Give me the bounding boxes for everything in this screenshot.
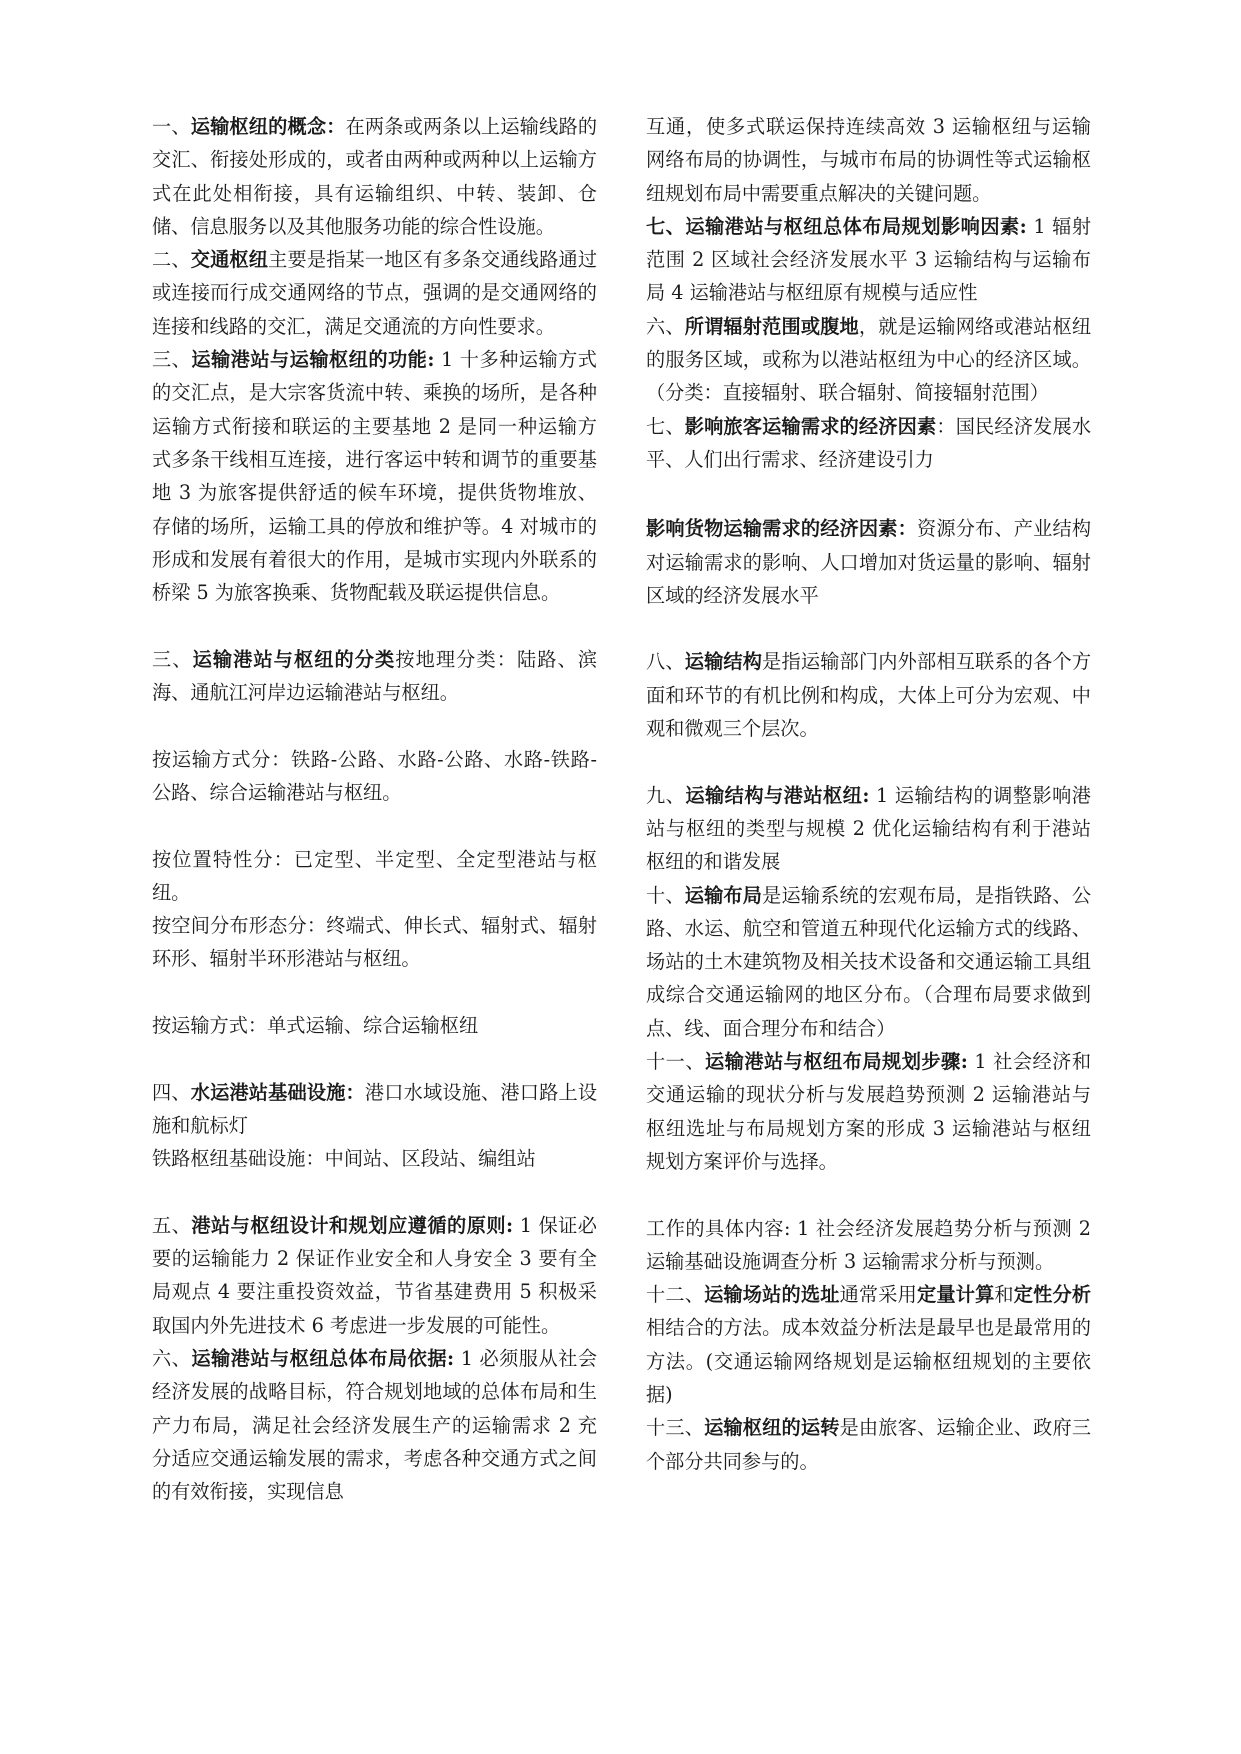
term-heading: 运输枢纽的运转: [704, 1416, 840, 1440]
paragraph-by-transport-mode: 按运输方式分：铁路-公路、水路-公路、水路-铁路-公路、综合运输港站与枢纽。: [152, 747, 597, 804]
paragraph-transport-layout: 十、运输布局是运输系统的宏观布局，是指铁路、公路、水运、航空和管道五种现代化运输方式的线路、场站的土木建筑物及相关技术设备和交通运输工具组成综合交通运输网的地区分布。（合理布局要求做到点、线、面合理分布和结合）: [646, 883, 1092, 1040]
term-heading: 所谓辐射范围或腹地: [684, 314, 859, 338]
paragraph-continuation: 互通，使多式联运保持连续高效 3 运输枢纽与运输网络布局的协调性，与城市布局的协调性等式运输枢纽规划布局中需要重点解决的关键问题。: [646, 115, 1091, 205]
paragraph-design-principles: 五、港站与枢纽设计和规划应遵循的原则: 1 保证必要的运输能力 2 保证作业安全和人身安全 3 要有全局观点 4 要注重投资效益，节省基建费用 5 积极采取国内外先进技术 6 考虑进一步发展的可能性。: [152, 1213, 597, 1337]
term-heading: 港站与枢纽设计和规划应遵循的原则:: [191, 1213, 514, 1237]
left-column: [152, 110, 597, 1508]
paragraph-planning-steps: 十一、运输港站与枢纽布局规划步骤: 1 社会经济和交通运输的现状分析与发展趋势预测 2 运输港站与枢纽选址与布局规划方案的形成 3 运输港站与枢纽规划方案评价与选择。: [646, 1050, 1092, 1173]
term-heading: 定性分析: [1013, 1283, 1092, 1307]
term-heading: 运输港站与枢纽布局规划步骤:: [705, 1050, 968, 1074]
paragraph-transport-structure: 八、运输结构是指运输部门内外部相互联系的各个方面和环节的有机比例和构成，大体上可分为宏观、中观和微观三个层次。: [646, 650, 1092, 741]
paragraph-hub-classification: 三、运输港站与枢纽的分类按地理分类：陆路、滨海、通航江河岸边运输港站与枢纽。: [152, 647, 598, 705]
paragraph-by-spatial-form: 按空间分布形态分：终端式、伸长式、辐射式、辐射环形、辐射半环形港站与枢纽。: [152, 914, 597, 971]
term-heading: 运输结构: [684, 650, 763, 674]
term-heading: 运输场站的选址: [704, 1283, 840, 1307]
paragraph-layout-factors: 七、运输港站与枢纽总体布局规划影响因素: 1 辐射范围 2 区域社会经济发展水平 3 运输结构与运输布局 4 运输港站与枢纽原有规模与适应性: [646, 214, 1092, 305]
term-heading: 交通枢纽: [190, 248, 269, 272]
term-heading: 影响货物运输需求的经济因素：: [646, 517, 917, 541]
paragraph-by-transport-method: 按运输方式：单式运输、综合运输枢纽: [152, 1014, 479, 1038]
term-heading: 运输港站与枢纽总体布局依据:: [191, 1346, 455, 1370]
paragraph-rail-facilities: 铁路枢纽基础设施：中间站、区段站、编组站: [152, 1147, 536, 1171]
paragraph-structure-and-hubs: 九、运输结构与港站枢纽: 1 运输结构的调整影响港站与枢纽的类型与规模 2 优化运输结构有利于港站枢纽的和谐发展: [646, 783, 1091, 874]
paragraph-water-facilities: 四、水运港站基础设施：港口水域设施、港口路上设施和航标灯: [152, 1080, 598, 1137]
paragraph-traffic-hub: 二、交通枢纽主要是指某一地区有多条交通线路通过或连接而行成交通网络的节点，强调的是交通网络的连接和线路的交汇，满足交通流的方向性要求。: [152, 248, 598, 338]
paragraph-layout-basis: 六、运输港站与枢纽总体布局依据: 1 必须服从社会经济发展的战略目标，符合规划地域的总体布局和生产力布局，满足社会经济发展生产的运输需求 2 充分适应交通运输发展的需求，考虑各种交通方式之间的有效衔接，实现信息: [152, 1346, 598, 1504]
term-heading: 七、运输港站与枢纽总体布局规划影响因素:: [646, 214, 1027, 238]
right-column: [646, 110, 1091, 1478]
term-heading: 运输枢纽的概念：: [190, 115, 346, 138]
paragraph-hub-concept: 一、运输枢纽的概念：在两条或两条以上运输线路的交汇、衔接处形成的，或者由两种或两种以上运输方式在此处相衔接，具有运输组织、中转、装卸、仓储、信息服务以及其他服务功能的综合性设施。: [152, 115, 598, 238]
term-heading: 定量计算: [917, 1283, 995, 1307]
term-heading: 影响旅客运输需求的经济因素: [684, 414, 937, 438]
paragraph-passenger-demand: 七、影响旅客运输需求的经济因素：国民经济发展水平、人们出行需求、经济建设引力: [646, 414, 1092, 471]
paragraph-work-content: 工作的具体内容: 1 社会经济发展趋势分析与预测 2 运输基础设施调查分析 3 运输需求分析与预测。: [646, 1216, 1091, 1273]
term-heading: 运输布局: [684, 883, 763, 907]
paragraph-hub-operation: 十三、运输枢纽的运转是由旅客、运输企业、政府三个部分共同参与的。: [646, 1416, 1092, 1473]
term-heading: 运输结构与港站枢纽:: [685, 783, 870, 807]
term-heading: 运输港站与运输枢纽的功能:: [191, 348, 435, 372]
paragraph-radiation-range: 六、所谓辐射范围或腹地，就是运输网络或港站枢纽的服务区域，或称为以港站枢纽为中心的经济区域。（分类：直接辐射、联合辐射、简接辐射范围）: [646, 314, 1092, 405]
term-heading: 运输港站与枢纽的分类: [192, 647, 396, 671]
paragraph-freight-demand: 影响货物运输需求的经济因素：资源分布、产业结构对运输需求的影响、人口增加对货运量的影响、辐射区域的经济发展水平: [646, 517, 1092, 607]
paragraph-hub-functions: 三、运输港站与运输枢纽的功能: 1 十多种运输方式的交汇点，是大宗客货流中转、乘换的场所，是各种运输方式衔接和联运的主要基地 2 是同一种运输方式多条干线相互连接，进行客运中转和调节的重要基地 3 为旅客提供舒适的候车环境，提供货物堆放、存储的场所，运输工具的停放和维护等。4 对城市的形成和发展有着很大的作用，是城市实现内外联系的桥梁 5 为旅客换乘、货物配载及联运提供信息。: [152, 348, 597, 605]
paragraph-site-selection: 十二、运输场站的选址通常采用定量计算和定性分析相结合的方法。成本效益分析法是最早也是最常用的方法。(交通运输网络规划是运输枢纽规划的主要依据): [646, 1283, 1092, 1406]
paragraph-by-location: 按位置特性分：已定型、半定型、全定型港站与枢纽。: [152, 847, 597, 904]
term-heading: 水运港站基础设施：: [190, 1080, 365, 1104]
